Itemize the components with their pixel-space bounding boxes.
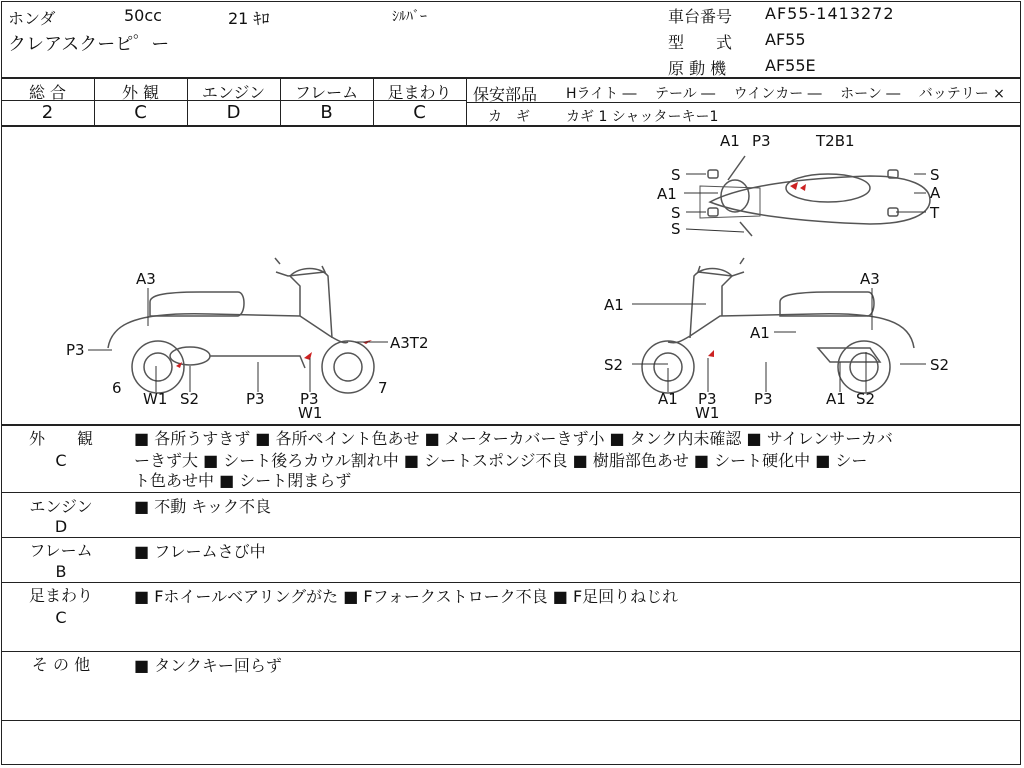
svg-text:A: A xyxy=(930,184,941,202)
maker: ホンダ xyxy=(8,9,56,28)
svg-text:P3: P3 xyxy=(698,390,717,408)
engine-value: AF55E xyxy=(765,56,816,75)
safety-items: Hライト ― テール ― ウインカー ― ホーン ― バッテリー × xyxy=(566,86,1005,102)
svg-text:S: S xyxy=(930,166,940,184)
engine-grade: D xyxy=(226,102,241,123)
note-label: フレーム xyxy=(29,541,93,560)
note-label: エンジン xyxy=(29,497,93,516)
safety-label: 保安部品 xyxy=(473,85,538,104)
note-line: ■ 不動 キック不良 xyxy=(134,497,271,516)
note-grade: C xyxy=(55,608,67,627)
overall-grade: 2 xyxy=(41,102,54,123)
note-label: 足まわり xyxy=(28,586,93,605)
svg-text:A1: A1 xyxy=(750,324,770,342)
note-line: ■ タンクキー回らず xyxy=(134,656,282,675)
engine-grade-label: エンジン xyxy=(201,83,266,102)
mileage: 21 ｷﾛ xyxy=(228,9,270,28)
svg-text:T: T xyxy=(930,204,940,222)
note-line: ■ フレームさび中 xyxy=(134,542,266,561)
svg-text:A1: A1 xyxy=(720,132,740,150)
svg-text:P3: P3 xyxy=(752,132,771,150)
model-name: クレアスクーピ゜ー xyxy=(8,34,170,55)
divider xyxy=(1,492,1021,493)
svg-text:A3: A3 xyxy=(136,270,156,288)
svg-text:A3T2: A3T2 xyxy=(390,334,429,352)
note-line: ト色あせ中 ■ シート閉まらず xyxy=(134,471,352,490)
svg-text:6: 6 xyxy=(112,379,122,397)
note-label: 外 観 xyxy=(28,429,93,448)
note-line: ■ Fホイールベアリングがた ■ Fフォークストローク不良 ■ F足回りねじれ xyxy=(134,587,679,606)
note-line: ■ 各所うすきず ■ 各所ペイント色あせ ■ メーターカバーきず小 ■ タンク内未確認 ■ サイレンサーカバ xyxy=(134,429,893,448)
svg-text:P3: P3 xyxy=(300,390,319,408)
divider xyxy=(1,424,1021,426)
svg-text:S: S xyxy=(671,166,681,184)
divider xyxy=(1,582,1021,583)
svg-text:W1: W1 xyxy=(695,404,720,422)
diagram-annotations xyxy=(66,132,949,422)
svg-text:S: S xyxy=(671,220,681,238)
svg-text:S2: S2 xyxy=(180,390,200,408)
svg-text:S2: S2 xyxy=(930,356,950,374)
divider xyxy=(1,77,1021,79)
note-grade: B xyxy=(55,562,67,581)
svg-text:S2: S2 xyxy=(856,390,876,408)
divider xyxy=(1,651,1021,652)
svg-text:S2: S2 xyxy=(604,356,624,374)
exterior-grade: C xyxy=(134,102,147,123)
type-label: 型 式 xyxy=(668,33,733,52)
leader-lines xyxy=(88,174,926,392)
note-label: そ の 他 xyxy=(31,655,91,674)
key-label: カ ギ xyxy=(488,109,530,125)
frame-no: AF55-1413272 xyxy=(765,4,895,23)
divider xyxy=(1,720,1021,721)
exterior-label: 外 観 xyxy=(121,83,160,102)
svg-text:A1: A1 xyxy=(826,390,846,408)
suspension-grade: C xyxy=(413,102,426,123)
svg-text:P3: P3 xyxy=(754,390,773,408)
svg-text:S: S xyxy=(671,204,681,222)
frame-grade: B xyxy=(320,102,333,123)
note-grade: D xyxy=(54,517,68,536)
damage-marks xyxy=(176,182,806,368)
svg-text:W1: W1 xyxy=(143,390,168,408)
scooter-top-view xyxy=(700,156,930,236)
note-line: ーきず大 ■ シート後ろカウル割れ中 ■ シートスポンジ不良 ■ 樹脂部色あせ ■ シート硬化中 ■ シー xyxy=(134,451,868,470)
suspension-grade-label: 足まわり xyxy=(387,83,452,102)
svg-text:A3: A3 xyxy=(860,270,880,288)
displacement: 50cc xyxy=(124,6,162,25)
engine-label: 原 動 機 xyxy=(668,59,727,78)
frame-no-label: 車台番号 xyxy=(668,7,733,26)
frame-grade-label: フレーム xyxy=(294,83,359,102)
svg-text:A1: A1 xyxy=(657,185,677,203)
damage-diagram xyxy=(0,126,1024,424)
svg-text:W1: W1 xyxy=(298,404,323,422)
svg-text:A1: A1 xyxy=(658,390,678,408)
divider xyxy=(1,537,1021,538)
svg-text:A1: A1 xyxy=(604,296,624,314)
note-grade: C xyxy=(55,451,67,470)
color: ｼﾙﾊﾞｰ xyxy=(392,9,427,25)
svg-text:7: 7 xyxy=(378,379,388,397)
svg-text:P3: P3 xyxy=(246,390,265,408)
svg-text:P3: P3 xyxy=(66,341,85,359)
divider xyxy=(466,78,467,125)
type-value: AF55 xyxy=(765,30,806,49)
overall-label: 総 合 xyxy=(28,83,67,102)
key-value: カギ 1 シャッターキー1 xyxy=(566,109,719,125)
svg-text:T2B1: T2B1 xyxy=(816,132,855,150)
